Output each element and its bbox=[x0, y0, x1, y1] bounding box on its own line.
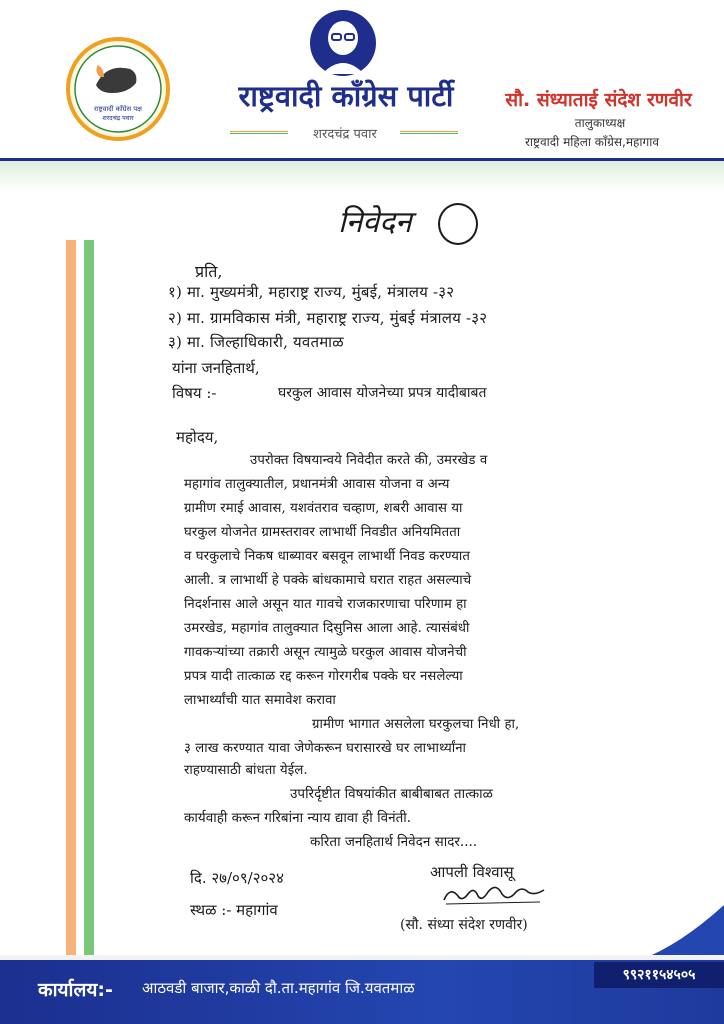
logo-text-line1: राष्ट्रवादी काँग्रेस पक्ष bbox=[94, 105, 142, 113]
tricolor-rule-right bbox=[400, 131, 458, 134]
body-line: प्रपत्र यादी तात्काळ रद्द करून गोरगरीब पक्के घर नसलेल्या bbox=[184, 669, 463, 684]
body-line: आली. त्र लाभार्थी हे पक्के बांधकामाचे घरात राहत असल्याचे bbox=[184, 573, 472, 588]
janahit-line: यांना जनहितार्थ, bbox=[172, 359, 260, 377]
body-line: राहण्यासाठी बांधता येईल. bbox=[184, 763, 308, 778]
letter-title: निवेदन bbox=[338, 205, 412, 240]
letter-body bbox=[80, 190, 710, 960]
letter-place: स्थळ :- महागांव bbox=[190, 901, 278, 919]
footer-bar bbox=[0, 960, 724, 1024]
closing-line: करिता जनहितार्थ निवेदन सादर.... bbox=[310, 834, 478, 850]
saffron-stripe bbox=[66, 240, 76, 980]
addressee-3: ३) मा. जिल्हाधिकारी, यवतमाळ bbox=[168, 333, 344, 351]
office-label: कार्यालय:- bbox=[38, 979, 113, 1001]
leader-organization: राष्ट्रवादी महिला काँग्रेस,महागाव bbox=[524, 135, 660, 149]
office-address: आठवडी बाजार,काळी दौ.ता.महागांव जि.यवतमाळ bbox=[142, 979, 415, 997]
header-shade bbox=[0, 161, 724, 191]
leader-name: सौ. संध्याताई संदेश रणवीर bbox=[505, 89, 692, 111]
phone-number: ९९२११५४५०५ bbox=[594, 962, 724, 988]
party-name: राष्ट्रवादी काँग्रेस पार्टी bbox=[238, 79, 454, 113]
body-line: ग्रामीण भागात असलेला घरकुलचा निधी हा, bbox=[312, 717, 520, 732]
addressee-2: २) मा. ग्रामविकास मंत्री, महाराष्ट्र राज्य, मुंबई मंत्रालय -३२ bbox=[168, 309, 488, 327]
salutation: महोदय, bbox=[176, 428, 219, 446]
body-line: घरकुल योजनेत ग्रामस्तरावर लाभार्थी निवडीत अनियमितता bbox=[184, 525, 461, 540]
party-logo bbox=[66, 37, 170, 141]
body-line: गावकऱ्यांच्या तक्रारी असून त्यामुळे घरकुल आवास योजनेची bbox=[184, 645, 467, 660]
body-line: निदर्शनास आले असून यात गावचे राजकारणाचा परिणाम हा bbox=[184, 597, 467, 612]
body-line: महागांव तालुक्यातील, प्रधानमंत्री आवास योजना व अन्य bbox=[184, 477, 450, 492]
signer-name: (सौ. संध्या संदेश रणवीर) bbox=[400, 917, 528, 933]
corner-decoration bbox=[640, 905, 724, 960]
body-line: ३ लाख करण्यात यावा जेणेकरून घरासारखे घर लाभार्थ्यांना bbox=[184, 741, 467, 756]
subject-label: विषय :- bbox=[172, 384, 217, 402]
closing-line: उपरिर्दृष्टीत विषयांकीत बाबीबाबत तात्काळ bbox=[290, 786, 493, 802]
logo-text-line2: शरदचंद्र पवार bbox=[102, 114, 134, 122]
party-subtitle: शरदचंद्र पवार bbox=[313, 127, 377, 142]
to-label: प्रति, bbox=[195, 262, 223, 281]
subject-text: घरकुल आवास योजनेच्या प्रपत्र यादीबाबत bbox=[278, 385, 487, 401]
body-line: उपरोक्त विषयान्वये निवेदीत करते की, उमरखेड व bbox=[250, 453, 488, 468]
letterhead bbox=[0, 0, 724, 160]
title-flourish bbox=[438, 203, 478, 245]
leader-title: तालुकाध्यक्ष bbox=[574, 116, 626, 130]
body-line: उमरखेड, महागांव तालुक्यात दिसुनिस आला आहे. त्यासंबंधी bbox=[184, 621, 470, 636]
leader-portrait-icon bbox=[308, 8, 378, 78]
body-line: व घरकुलाचे निकष धाब्यावर बसवून लाभार्थी निवड करण्यात bbox=[184, 549, 471, 564]
yours-faithfully: आपली विश्वासू bbox=[430, 863, 514, 881]
body-line: लाभार्थ्यांची यात समावेश करावा bbox=[184, 693, 336, 708]
signature-icon bbox=[440, 882, 550, 908]
body-line: ग्रामीण रमाई आवास, यशवंतराव चव्हाण, शबरी आवास या bbox=[184, 501, 463, 516]
closing-line: कार्यवाही करून गरिबांना न्याय द्यावा ही विनंती. bbox=[184, 810, 412, 826]
addressee-1: १) मा. मुख्यमंत्री, महाराष्ट्र राज्य, मुंबई, मंत्रालय -३२ bbox=[168, 283, 455, 301]
letter-date: दि. २७/०९/२०२४ bbox=[190, 869, 284, 887]
